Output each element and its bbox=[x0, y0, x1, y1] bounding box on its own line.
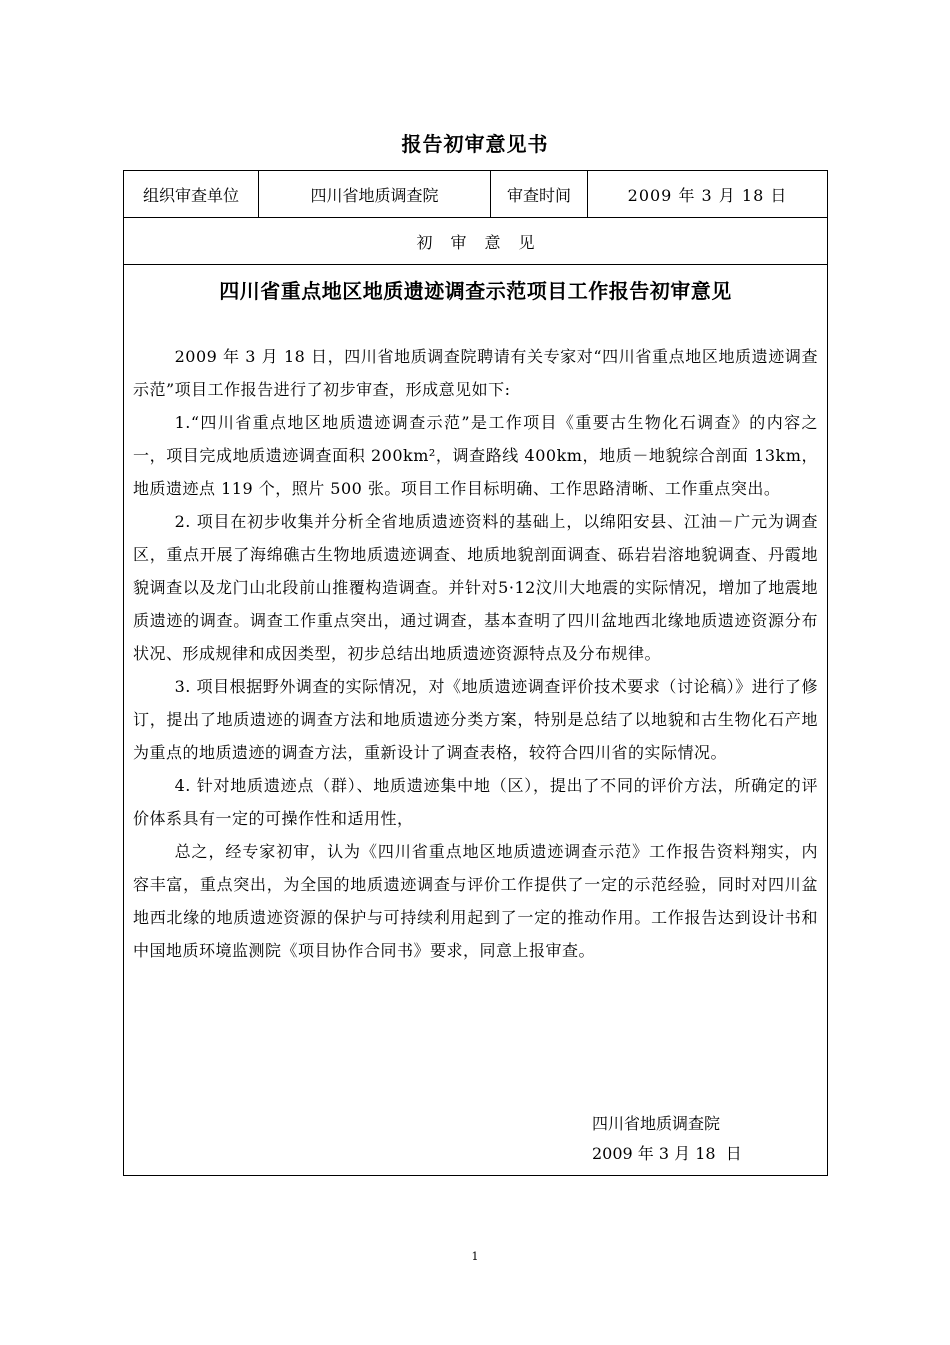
org-label: 组织审查单位 bbox=[124, 171, 259, 217]
opinion-title: 四川省重点地区地质遗迹调查示范项目工作报告初审意见 bbox=[219, 279, 732, 303]
paragraph-conclusion: 总之，经专家初审，认为《四川省重点地区地质遗迹调查示范》工作报告资料翔实，内容丰富，重点突出，为全国的地质遗迹调查与评价工作提供了一定的示范经验，同时对四川盆地西北缘的地质遗迹资源的保护与可持续利用起到了一定的推动作用。工作报告达到设计书和中国地质环境监测院《项目协作合同书》要求，同意上报审查。 bbox=[133, 842, 818, 960]
signature-date: 2009 年 3 月 18 日 bbox=[592, 1144, 742, 1163]
paragraph-intro: 2009 年 3 月 18 日，四川省地质调查院聘请有关专家对“四川省重点地区地质遗迹调查示范”项目工作报告进行了初步审查，形成意见如下: bbox=[133, 347, 818, 399]
signature-org: 四川省地质调查院 bbox=[592, 1114, 721, 1133]
org-value: 四川省地质调查院 bbox=[259, 171, 491, 217]
paragraph-3: 3. 项目根据野外调查的实际情况，对《地质遗迹调查评价技术要求（讨论稿）》进行了修订，提出了地质遗迹的调查方法和地质遗迹分类方案，特别是总结了以地貌和古生物化石产地为重点的地质遗迹的调查方法，重新设计了调查表格，较符合四川省的实际情况。 bbox=[133, 677, 818, 762]
opinion-paragraphs bbox=[133, 340, 818, 967]
time-value: 2009 年 3 月 18 日 bbox=[627, 185, 788, 205]
paragraph-1: 1.“四川省重点地区地质遗迹调查示范”是工作项目《重要古生物化石调查》的内容之一，项目完成地质遗迹调查面积 200km²，调查路线 400km，地质－地貌综合剖面 13km，地质遗迹点 119 个，照片 500 张。项目工作目标明确、工作思路清晰、工作重点突出。 bbox=[133, 413, 818, 498]
form-header-row bbox=[124, 171, 827, 218]
paragraph-4: 4. 针对地质遗迹点（群）、地质遗迹集中地（区），提出了不同的评价方法，所确定的评价体系具有一定的可操作性和适用性， bbox=[133, 776, 818, 828]
signature-block bbox=[592, 1109, 742, 1169]
document-title: 报告初审意见书 bbox=[401, 132, 549, 156]
section-label: 初审意见 bbox=[124, 218, 827, 265]
opinion-body bbox=[124, 275, 827, 1175]
review-form-table bbox=[123, 170, 828, 1176]
page-number: 1 bbox=[471, 1250, 479, 1263]
paragraph-2: 2. 项目在初步收集并分析全省地质遗迹资料的基础上，以绵阳安县、江油－广元为调查区，重点开展了海绵礁古生物地质遗迹调查、地质地貌剖面调查、砾岩岩溶地貌调查、丹霞地貌调查以及龙门山北段前山推覆构造调查。并针对5·12汶川大地震的实际情况，增加了地震地质遗迹的调查。调查工作重点突出，通过调查，基本查明了四川盆地西北缘地质遗迹资源分布状况、形成规律和成因类型，初步总结出地质遗迹资源特点及分布规律。 bbox=[133, 512, 818, 663]
time-label: 审查时间 bbox=[491, 171, 588, 217]
